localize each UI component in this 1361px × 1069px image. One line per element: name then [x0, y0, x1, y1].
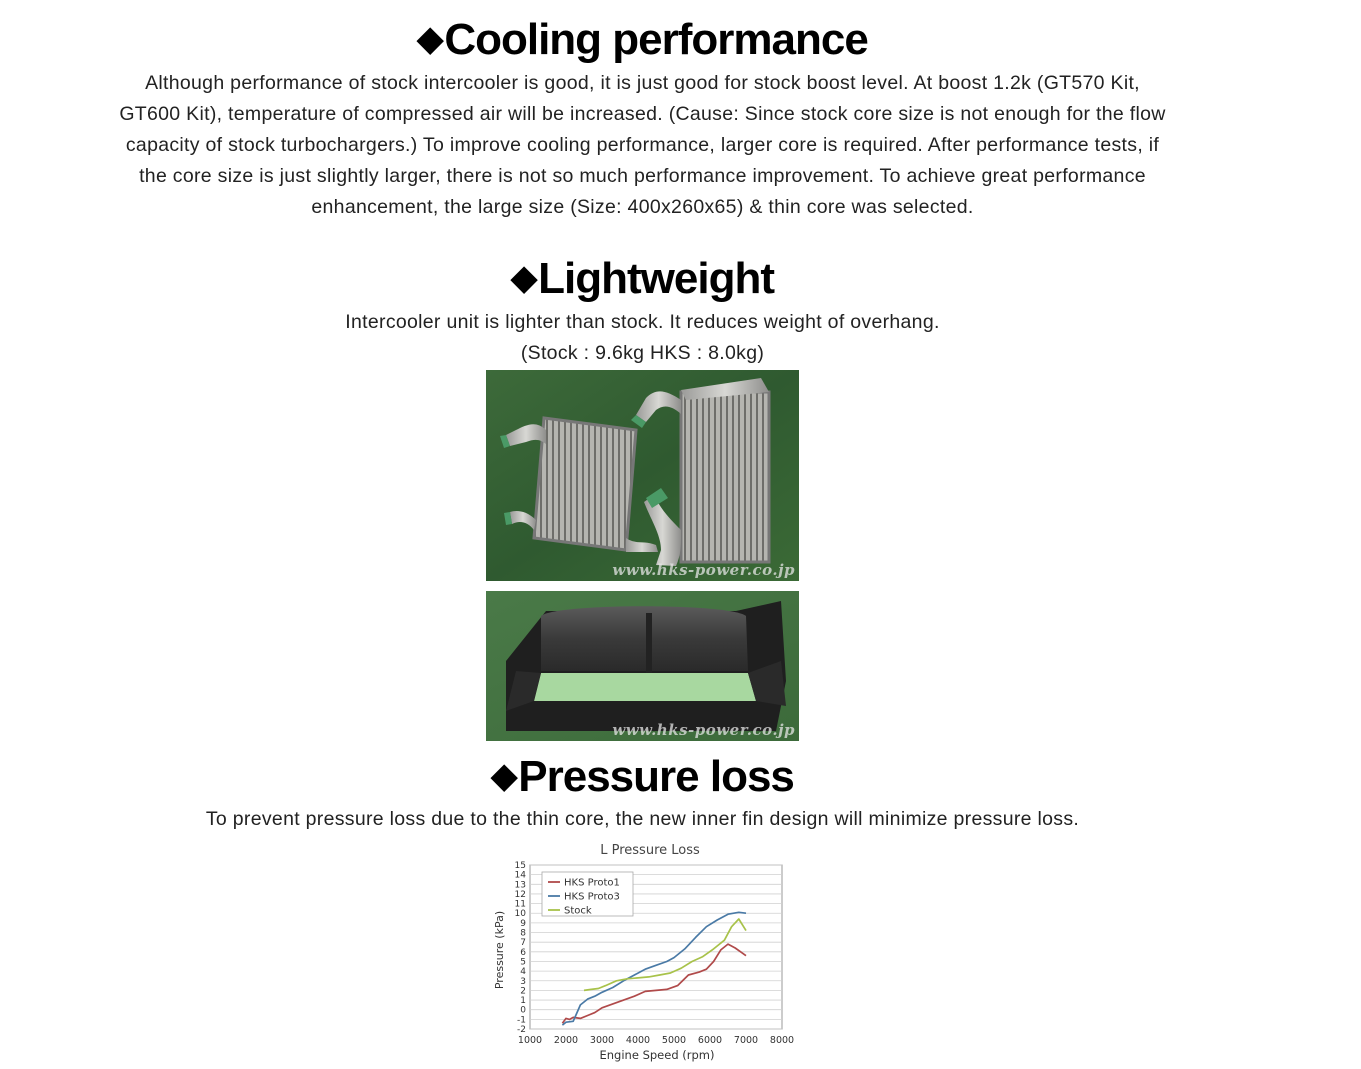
- chart-title: L Pressure Loss: [600, 843, 700, 858]
- y-tick-label: 12: [514, 889, 526, 900]
- y-tick-label: -2: [517, 1025, 526, 1035]
- pressure-line: To prevent pressure loss due to the thin core, the new inner fin design will minimize pressure loss.: [205, 808, 1080, 830]
- x-tick-label: 6000: [697, 1035, 723, 1046]
- y-tick-label: 11: [514, 899, 526, 910]
- photo-watermark: www.hks-power.co.jp: [612, 721, 795, 739]
- y-tick-label: -1: [517, 1015, 526, 1026]
- lightweight-line: Intercooler unit is lighter than stock. It reduces weight of overhang.: [345, 311, 940, 333]
- y-tick-label: 10: [514, 909, 526, 920]
- cooling-line: GT600 Kit), temperature of compressed air will be increased. (Cause: Since stock core size is not enough for the flow: [119, 103, 1166, 125]
- x-tick-label: 4000: [625, 1035, 651, 1046]
- cooling-line: enhancement, the large size (Size: 400x260x65) & thin core was selected.: [311, 196, 974, 218]
- diamond-bullet-icon: ◆: [511, 259, 537, 297]
- x-tick-label: 1000: [517, 1035, 543, 1046]
- legend-label: HKS Proto1: [564, 877, 620, 889]
- cooling-heading: [0, 15, 1285, 64]
- cooling-line: the core size is just slightly larger, there is not so much performance improvement. To achieve great performance: [139, 165, 1146, 187]
- lightweight-paragraph: [0, 307, 1285, 369]
- y-tick-label: 5: [520, 957, 526, 968]
- diamond-bullet-icon: ◆: [491, 757, 517, 795]
- x-tick-label: 3000: [589, 1035, 615, 1046]
- x-tick-label: 5000: [661, 1035, 687, 1046]
- y-tick-label: 4: [520, 967, 526, 978]
- y-tick-label: 13: [514, 880, 526, 891]
- pressure-loss-chart: [486, 838, 801, 1064]
- legend-label: Stock: [564, 905, 592, 917]
- duct-photo: [486, 591, 799, 741]
- x-tick-label: 7000: [733, 1035, 759, 1046]
- x-tick-label: 2000: [553, 1035, 579, 1046]
- chart-y-axis-label: Pressure (kPa): [493, 910, 506, 990]
- intercooler-illustration: [486, 370, 799, 581]
- pressure-title: Pressure loss: [518, 752, 794, 801]
- cooling-line: capacity of stock turbochargers.) To improve cooling performance, larger core is required. After performance tests, if: [125, 134, 1160, 156]
- lightweight-title: Lightweight: [538, 254, 774, 303]
- cooling-paragraph: [0, 68, 1285, 223]
- y-tick-label: 0: [520, 1005, 526, 1016]
- chart-y-ticks: [515, 861, 527, 1035]
- lightweight-line: (Stock : 9.6kg HKS : 8.0kg): [520, 342, 765, 364]
- diamond-bullet-icon: ◆: [417, 20, 443, 58]
- pressure-loss-chart-svg: [486, 838, 801, 1064]
- y-tick-label: 3: [520, 976, 526, 987]
- y-tick-label: 7: [520, 938, 526, 949]
- lightweight-heading: [0, 254, 1285, 303]
- x-tick-label: 8000: [769, 1035, 795, 1046]
- legend-label: HKS Proto3: [564, 891, 620, 903]
- y-tick-label: 6: [520, 947, 526, 958]
- chart-x-axis-label: Engine Speed (rpm): [599, 1048, 715, 1062]
- y-tick-label: 2: [520, 986, 526, 997]
- y-tick-label: 8: [520, 928, 526, 939]
- y-tick-label: 9: [520, 918, 526, 929]
- cooling-line: Although performance of stock intercooler is good, it is just good for stock boost level. At boost 1.2k (GT570 Kit,: [145, 72, 1140, 94]
- pressure-heading: [0, 752, 1285, 801]
- y-tick-label: 1: [520, 996, 526, 1007]
- y-tick-label: 14: [514, 870, 526, 881]
- chart-legend: [542, 872, 633, 917]
- chart-x-ticks: [518, 1035, 794, 1046]
- intercooler-photo: [486, 370, 799, 581]
- pressure-paragraph: [0, 804, 1285, 835]
- y-tick-label: 15: [514, 861, 526, 871]
- photo-watermark: www.hks-power.co.jp: [612, 561, 795, 579]
- cooling-title: Cooling performance: [444, 15, 868, 64]
- duct-illustration: [486, 591, 799, 741]
